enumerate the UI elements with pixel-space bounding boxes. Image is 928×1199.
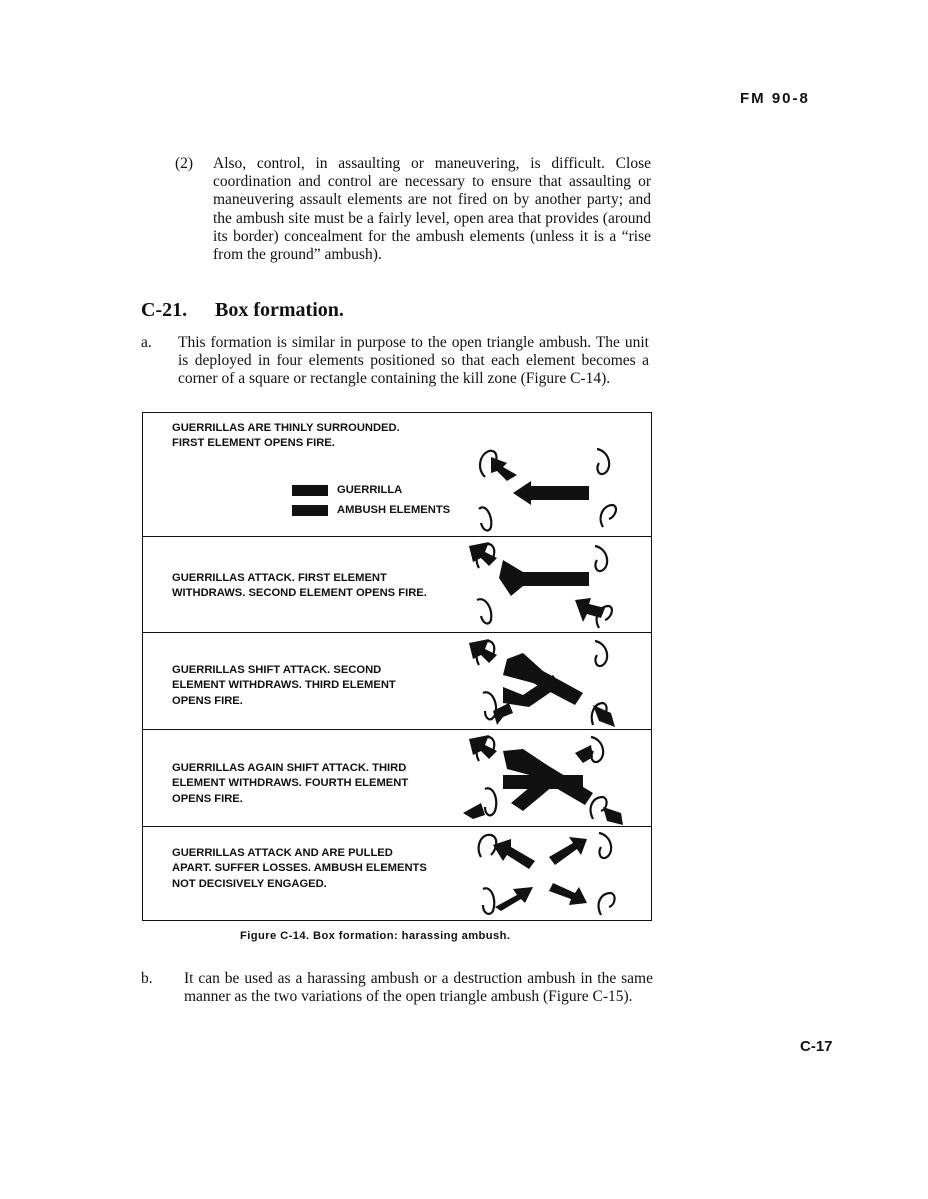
panel-5-text: GUERRILLAS ATTACK AND ARE PULLED APART. SUFFER LOSSES. AMBUSH ELEMENTS NOT DECISIVELY ENGAGED. [172, 847, 427, 890]
panel-3-text: GUERRILLAS SHIFT ATTACK. SECOND ELEMENT WITHDRAWS. THIRD ELEMENT OPENS FIRE. [172, 664, 396, 707]
ambush-element-se [601, 505, 616, 527]
ambush-element-se [599, 893, 615, 915]
panel-3-diagram [463, 635, 653, 730]
figure-caption: Figure C-14. Box formation: harassing ambush. [240, 930, 511, 942]
paragraph-a-label: a. [141, 334, 152, 351]
element-fire-arrow [491, 457, 517, 481]
legend-ambush [292, 503, 450, 517]
legend-guerrilla-swatch [292, 485, 328, 496]
section-number: C-21. [141, 299, 188, 321]
ambush-element-sw [477, 599, 491, 623]
guerrilla-attack-arrow [499, 560, 589, 596]
section-title: Box formation. [215, 299, 344, 321]
paragraph-b-label: b. [141, 970, 153, 987]
panel-divider-1 [143, 536, 651, 537]
panel-4-diagram [463, 731, 653, 826]
pull-arrow-ne [549, 837, 587, 865]
pull-arrow-se [549, 883, 587, 905]
fire-arrow-se [603, 807, 623, 825]
legend-ambush-swatch [292, 505, 328, 516]
legend-guerrilla [292, 483, 402, 497]
ambush-element-ne [597, 449, 609, 474]
panel-1-diagram [463, 437, 653, 537]
legend-guerrilla-label: GUERRILLA [337, 484, 403, 496]
ambush-element-sw [479, 507, 491, 530]
panel-2-diagram [463, 538, 653, 633]
guerrilla-arrows [491, 457, 589, 505]
guerrilla-body-arrow [529, 486, 589, 500]
panel-2-text: GUERRILLAS ATTACK. FIRST ELEMENT WITHDRAWS. SECOND ELEMENT OPENS FIRE. [172, 572, 427, 600]
ambush-element-sw [485, 788, 496, 815]
ambush-element-sw [483, 692, 496, 719]
pull-arrow-nw [493, 839, 535, 869]
fire-arrow-sw [463, 803, 485, 819]
section-heading [141, 299, 344, 322]
guerrilla-arrow-head [513, 481, 531, 505]
fire-arrow-se [593, 705, 615, 727]
subparagraph-text: Also, control, in assaulting or maneuvering, is difficult. Close coordination and control are necessary to ensure that assaulting or maneuvering assault elements are not fired on by another party; and the ambush site must be a fairly level, open area that provides (around its border) concealment for the ambush elements (unless it is a “rise from the ground” ambush). [213, 155, 651, 264]
ambush-element-ne [595, 546, 607, 571]
panel-5-diagram [463, 827, 653, 919]
ambush-element-ne [591, 737, 603, 762]
page-number: C-17 [800, 1038, 833, 1055]
panel-divider-2 [143, 632, 651, 633]
subparagraph-label: (2) [175, 155, 194, 172]
withdraw-arrow-ne [575, 745, 593, 763]
ambush-element-sw [483, 888, 494, 914]
legend-ambush-label: AMBUSH ELEMENTS [337, 504, 451, 516]
panel-4-text: GUERRILLAS AGAIN SHIFT ATTACK. THIRD ELEMENT WITHDRAWS. FOURTH ELEMENT OPENS FIRE. [172, 762, 409, 805]
ambush-element-ne [599, 833, 611, 858]
figure-c14 [142, 412, 652, 921]
ambush-element-ne [595, 641, 607, 666]
fire-arrow-se [575, 598, 605, 622]
panel-1-text: GUERRILLAS ARE THINLY SURROUNDED. FIRST ELEMENT OPENS FIRE. [172, 422, 400, 450]
panel-divider-3 [143, 729, 651, 730]
paragraph-a-text: This formation is similar in purpose to the open triangle ambush. The unit is deployed in four elements positioned so that each element becomes a corner of a square or rectangle containing the kill zone (Figure C-14). [178, 334, 649, 388]
pull-arrow-sw [495, 887, 533, 911]
paragraph-b-text: It can be used as a harassing ambush or a destruction ambush in the same manner as the two variations of the open triangle ambush (Figure C-15). [184, 970, 653, 1006]
document-id-header: FM 90-8 [740, 90, 810, 107]
